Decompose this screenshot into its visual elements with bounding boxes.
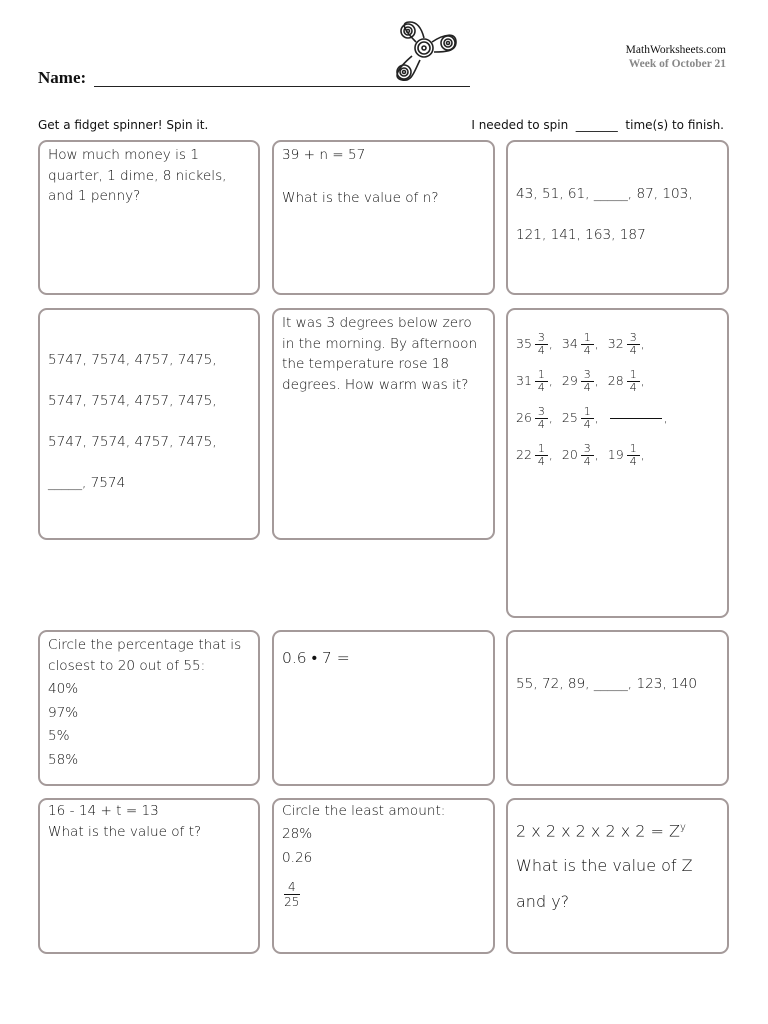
answer-blank[interactable]: [610, 418, 662, 419]
question-cont: and y?: [516, 892, 570, 912]
mixed-number: [516, 443, 548, 468]
whole-part: 26: [516, 410, 532, 426]
prompt: Circle the least amount:: [282, 803, 446, 819]
fraction: [627, 332, 640, 357]
exponent: y: [680, 822, 686, 833]
numerator: 1: [627, 443, 640, 456]
option-5: 5%: [48, 728, 70, 744]
fraction: [627, 443, 640, 468]
option-decimal: 0.26: [282, 850, 313, 866]
mixed-number: [516, 332, 548, 357]
problem-box-equation-n: [272, 140, 495, 295]
equation: [516, 816, 719, 843]
pattern-line: 5747, 7574, 4757, 7475,: [48, 434, 217, 450]
separator: ,: [594, 410, 599, 426]
separator: ,: [594, 336, 599, 352]
fraction-row: [516, 437, 719, 474]
numerator: 3: [581, 443, 594, 456]
question: What is the value of n?: [282, 189, 439, 206]
site-name: MathWorksheets.com: [625, 44, 726, 56]
denominator: 4: [629, 344, 637, 357]
site-credit: [626, 43, 726, 71]
numerator: 1: [581, 332, 594, 345]
denominator: 4: [537, 381, 545, 394]
name-line[interactable]: [94, 86, 470, 87]
expression: 0.6 • 7 =: [282, 649, 350, 667]
separator: ,: [640, 373, 645, 389]
numerator: 3: [535, 332, 548, 345]
fraction-row: [516, 400, 719, 437]
name-label: Name:: [38, 68, 87, 87]
fraction: [627, 369, 640, 394]
option-97: 97%: [48, 704, 79, 721]
mixed-number: [562, 443, 594, 468]
problem-box-fraction-sequence: [506, 308, 729, 618]
denominator: 4: [583, 418, 591, 431]
fraction: [581, 369, 594, 394]
fraction-denominator: 25: [284, 894, 300, 909]
denominator: 4: [537, 418, 545, 431]
problem-box-multiply: [272, 630, 495, 786]
fraction: [535, 443, 548, 468]
whole-part: 25: [561, 410, 578, 426]
problem-box-temperature: [272, 308, 495, 540]
problem-box-equation-t: [38, 798, 260, 954]
numerator: 3: [581, 369, 594, 382]
equation: 16 - 14 + t = 13: [48, 803, 159, 819]
denominator: 4: [537, 344, 545, 357]
denominator: 4: [583, 344, 591, 357]
fraction: [581, 406, 594, 431]
mixed-number: [516, 406, 548, 431]
fidget-spinner-icon: [386, 20, 462, 84]
problem-text: How much money is 1 quarter, 1 dime, 8 nickels, and 1 penny?: [48, 147, 227, 204]
separator: ,: [594, 447, 599, 463]
fraction-numerator: 4: [284, 880, 300, 895]
fraction: [535, 332, 548, 357]
denominator: 4: [583, 381, 591, 394]
sequence-line: 121, 141, 163, 187: [516, 227, 646, 243]
separator: ,: [594, 373, 599, 389]
whole-part: 35: [516, 336, 532, 352]
whole-part: 20: [561, 447, 578, 463]
fraction: [581, 332, 594, 357]
separator: ,: [640, 447, 645, 463]
fraction-row: [516, 363, 719, 400]
problem-box-exponent: [506, 798, 729, 954]
prompt: Circle the percentage that is closest to 20 out of 55:: [48, 637, 242, 674]
problem-box-percentage: [38, 630, 260, 786]
mixed-number: [562, 332, 594, 357]
fraction: [535, 369, 548, 394]
whole-part: 28: [607, 373, 624, 389]
whole-part: 31: [516, 373, 532, 389]
pattern-line: _____, 7574: [48, 475, 126, 491]
whole-part: 19: [607, 447, 624, 463]
separator: ,: [548, 410, 553, 426]
mixed-number: [608, 332, 640, 357]
separator: ,: [548, 336, 553, 352]
sequence-line: 43, 51, 61, _____, 87, 103,: [516, 186, 693, 202]
numerator: 1: [535, 369, 548, 382]
problem-text: It was 3 degrees below zero in the morning. By afternoon the temperature rose 18 degrees. How warm was it?: [282, 315, 478, 393]
equation-text: 2 x 2 x 2 x 2 x 2 = Z: [516, 821, 680, 841]
fraction: [581, 443, 594, 468]
denominator: 4: [629, 381, 637, 394]
separator: ,: [640, 336, 645, 352]
whole-part: 22: [516, 447, 532, 463]
pattern-line: 5747, 7574, 4757, 7475,: [48, 393, 217, 409]
mixed-number: [608, 443, 640, 468]
question: What is the value of t?: [48, 823, 202, 840]
numerator: 3: [535, 406, 548, 419]
mixed-number: [608, 369, 640, 394]
fraction-rows: [516, 326, 719, 474]
problem-box-sequence-1: [506, 140, 729, 295]
denominator: 4: [629, 455, 637, 468]
denominator: 4: [583, 455, 591, 468]
option-fraction: [282, 877, 485, 909]
problem-box-sequence-2: [506, 630, 729, 786]
option-percent: 28%: [282, 825, 313, 842]
separator: ,: [548, 447, 553, 463]
instruction-left: Get a fidget spinner! Spin it.: [38, 118, 209, 132]
problem-box-number-pattern: [38, 308, 260, 540]
option-40: 40%: [48, 681, 79, 697]
denominator: 4: [537, 455, 545, 468]
problem-box-money: [38, 140, 260, 295]
separator: ,: [663, 410, 668, 426]
whole-part: 32: [607, 336, 624, 352]
week-label: Week of October 21: [628, 58, 726, 70]
sequence-line: 55, 72, 89, _____, 123, 140: [516, 676, 697, 692]
equation: 39 + n = 57: [282, 147, 366, 163]
problem-box-least-amount: [272, 798, 495, 954]
mixed-number: [562, 406, 594, 431]
mixed-number: [516, 369, 548, 394]
fraction: [535, 406, 548, 431]
question: What is the value of Z: [516, 856, 693, 876]
whole-part: 29: [561, 373, 578, 389]
pattern-line: 5747, 7574, 4757, 7475,: [48, 352, 217, 368]
mixed-number: [562, 369, 594, 394]
fraction-row: [516, 326, 719, 363]
whole-part: 34: [561, 336, 578, 352]
separator: ,: [548, 373, 553, 389]
option-58: 58%: [48, 751, 79, 768]
numerator: 3: [627, 332, 640, 345]
instruction-right: I needed to spin _______ time(s) to finish.: [471, 118, 724, 132]
numerator: 1: [535, 443, 548, 456]
numerator: 1: [581, 406, 594, 419]
numerator: 1: [627, 369, 640, 382]
